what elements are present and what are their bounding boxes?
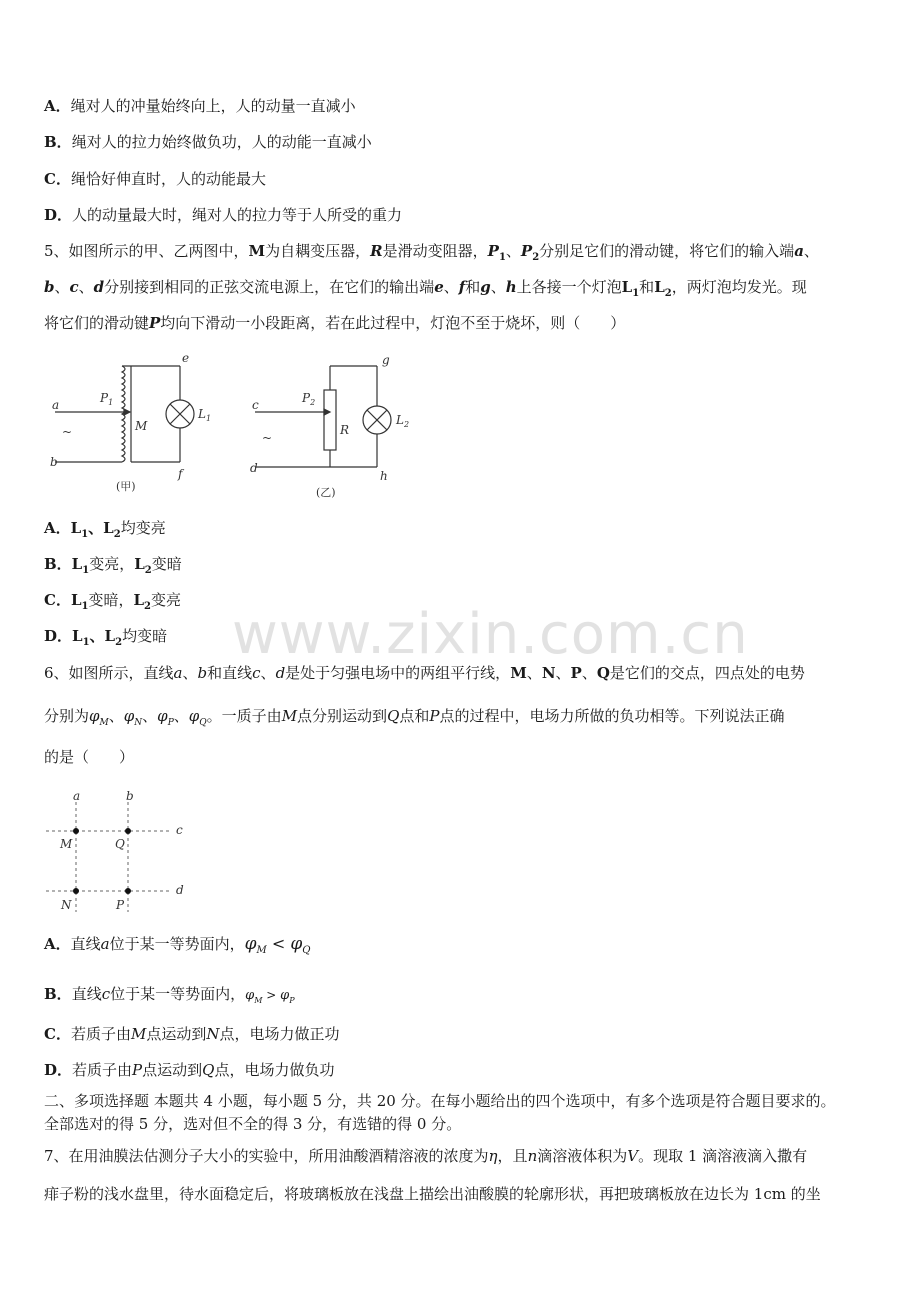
grid-label-m: M <box>60 837 73 851</box>
q7-stem-line1: 7、在用油膜法估测分子大小的实验中，所用油酸酒精溶液的浓度为η，且n滴溶液体积为V。现取 1 滴溶液滴入撒有 <box>44 1147 808 1165</box>
fig-label-p1: $P_1$ <box>100 391 114 407</box>
q6-option-b: B．直线c位于某一等势面内，$\varphi_M > \varphi_P$ <box>44 985 295 1005</box>
fig-label-f: f <box>178 467 183 481</box>
q6-stem-line3: 的是（ ） <box>44 748 135 766</box>
fig-label-c: c <box>252 398 259 412</box>
q7-stem-line2: 痱子粉的浅水盘里，待水面稳定后，将玻璃板放在浅盘上描绘出油酸膜的轮廓形状，再把玻璃板放在边长为 1cm 的坐 <box>44 1185 821 1203</box>
fig-label-d: d <box>250 461 258 475</box>
grid-label-q: Q <box>115 837 125 851</box>
q6-grid-figure <box>40 788 200 916</box>
point-p <box>125 888 131 894</box>
q6-option-c: C．若质子由M点运动到N点，电场力做正功 <box>44 1025 340 1043</box>
watermark: www.zixin.com.cn <box>232 602 749 667</box>
q4-option-b: B．绳对人的拉力始终做负功，人的动能一直减小 <box>44 133 372 151</box>
fig-label-p2: $P_2$ <box>302 391 316 407</box>
point-q <box>125 828 131 834</box>
fig-label-b: b <box>50 455 58 469</box>
q5-option-c: C．$L_1$变暗，$L_2$变亮 <box>44 591 182 612</box>
q4-option-c: C．绳恰好伸直时，人的动能最大 <box>44 170 266 188</box>
q6-stem-line1: 6、如图所示，直线a、b和直线c、d是处于匀强电场中的两组平行线，M、N、P、Q是它们的交点，四点处的电势 <box>44 664 805 682</box>
fig-label-l1: $L_1$ <box>198 407 212 423</box>
fig-label-a: a <box>52 398 60 412</box>
q4-option-a: A．绳对人的冲量始终向上，人的动量一直减小 <box>44 97 356 115</box>
q4-option-d: D．人的动量最大时，绳对人的拉力等于人所受的重力 <box>44 206 403 224</box>
fig-caption-jia: (甲) <box>116 480 136 493</box>
grid-label-d: d <box>176 883 184 897</box>
fig-label-m: M <box>135 419 148 433</box>
section2-instructions-line2: 全部选对的得 5 分，选对但不全的得 3 分，有选错的得 0 分。 <box>44 1115 462 1133</box>
q5-option-b: B．$L_1$变亮，$L_2$变暗 <box>44 555 182 576</box>
grid-label-a: a <box>73 789 81 803</box>
q5-stem-line1: 5、如图所示的甲、乙两图中，M为自耦变压器，R是滑动变阻器，$P_1$、$P_2$分别足它们的滑动键，将它们的输入端a、 <box>44 242 819 263</box>
grid-label-c: c <box>176 823 183 837</box>
fig-tilde-jia: ~ <box>62 425 73 439</box>
point-n <box>73 888 79 894</box>
fig-label-g: g <box>382 353 390 367</box>
section2-instructions-line1: 二、多项选择题 本题共 4 小题，每小题 5 分，共 20 分。在每小题给出的四个选项中，有多个选项是符合题目要求的。 <box>44 1092 836 1110</box>
grid-label-p: P <box>116 898 125 912</box>
grid-label-b: b <box>126 789 134 803</box>
fig-label-r: R <box>340 423 350 437</box>
q5-stem-line3: 将它们的滑动键P均向下滑动一小段距离，若在此过程中，灯泡不至于烧坏，则（ ） <box>44 314 626 332</box>
q6-stem-line2: 分别为$\varphi_M$、$\varphi_N$、$\varphi_P$、$\varphi_Q$。一质子由M点分别运动到Q点和P点的过程中，电场力所做的负功相等。下列说法正确 <box>44 707 785 728</box>
q5-stem-line2: b、c、d分别接到相同的正弦交流电源上，在它们的输出端e、f和g、h上各接一个灯泡$L_1$和$L_2$，两灯泡均发光。现 <box>44 278 807 299</box>
fig-caption-yi: (乙) <box>316 486 336 499</box>
grid-label-n: N <box>61 898 72 912</box>
fig-tilde-yi: ~ <box>262 431 273 445</box>
q6-option-a: A．直线a位于某一等势面内，$\varphi_M < \varphi_Q$ <box>44 934 311 956</box>
fig-label-h: h <box>380 469 388 483</box>
point-m <box>73 828 79 834</box>
q5-option-d: D．$L_1$、$L_2$均变暗 <box>44 627 168 648</box>
q5-circuit-figure <box>40 352 420 502</box>
q6-option-d: D．若质子由P点运动到Q点，电场力做负功 <box>44 1061 335 1079</box>
q5-option-a: A．$L_1$、$L_2$均变亮 <box>44 519 166 540</box>
fig-label-l2: $L_2$ <box>396 413 410 429</box>
fig-label-e: e <box>182 352 190 365</box>
